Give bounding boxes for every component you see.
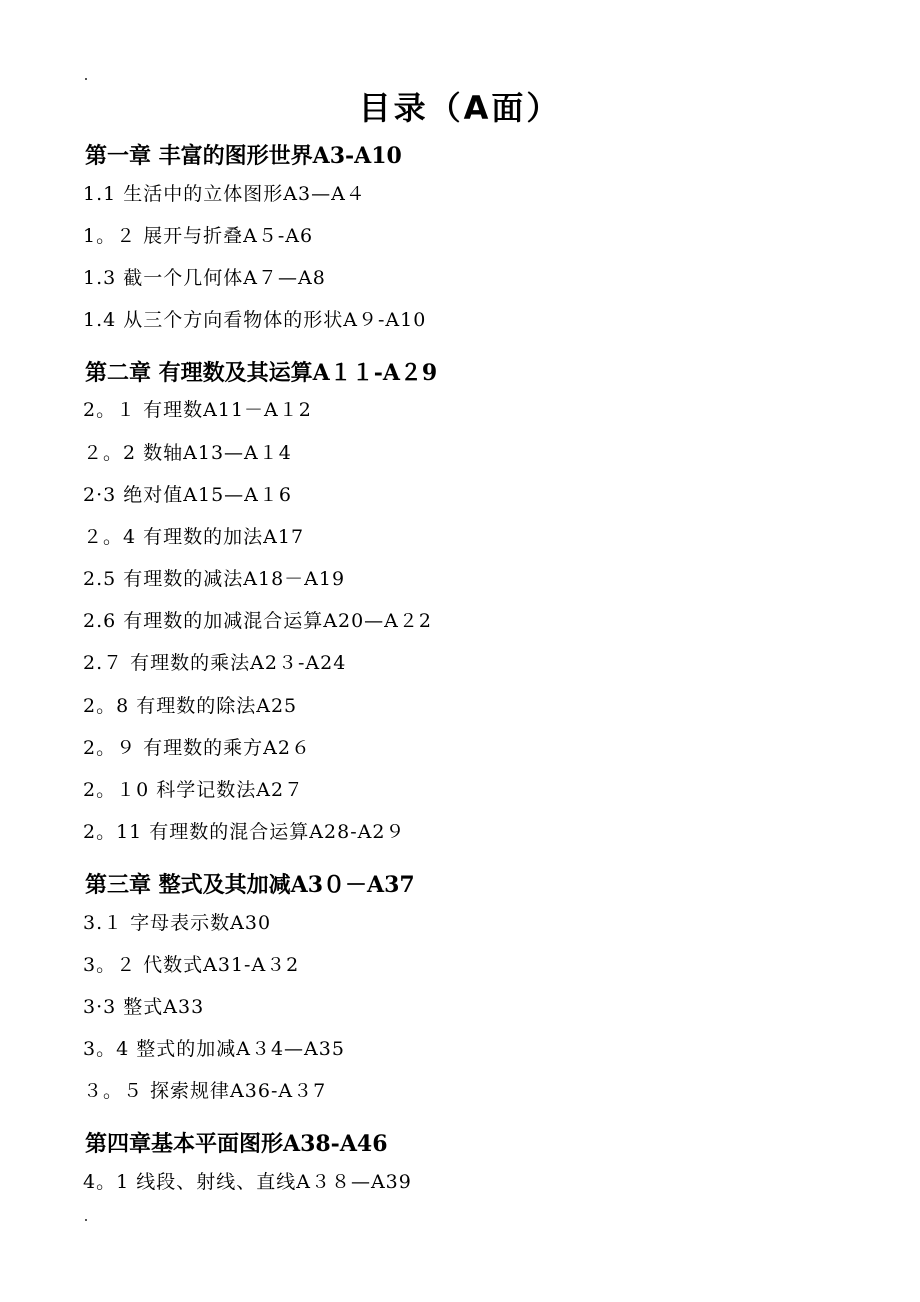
toc-entry: 4。1 线段、射线、直线A３８—A39: [83, 1171, 412, 1193]
toc-entry: 2。１ 有理数A11－A１2: [83, 399, 312, 421]
toc-entry: 1.1 生活中的立体图形A3—A４: [83, 183, 366, 205]
toc-entry: ３。５ 探索规律A36-A３7: [83, 1080, 327, 1102]
toc-entry: 1.4 从三个方向看物体的形状A９-A10: [83, 309, 427, 331]
chapter-2-heading: 第二章 有理数及其运算A１１-A２9: [85, 360, 438, 386]
toc-entry: 2·3 绝对值A15—A１6: [83, 484, 292, 506]
chapter-1-heading: 第一章 丰富的图形世界A3-A10: [85, 143, 402, 169]
toc-entry: ２。2 数轴A13—A１4: [83, 442, 292, 464]
toc-entry: 1。２ 展开与折叠A５-A6: [83, 225, 314, 247]
corner-mark-top: [85, 78, 87, 80]
toc-entry: 3。4 整式的加减A３4—A35: [83, 1038, 345, 1060]
toc-entry: 2.5 有理数的减法A18－A19: [83, 568, 346, 590]
toc-entry: 2.７ 有理数的乘法A2３-A24: [83, 652, 347, 674]
toc-entry: 2。8 有理数的除法A25: [83, 695, 298, 717]
chapter-3-heading: 第三章 整式及其加减A3０－A37: [85, 872, 415, 898]
toc-entry: ２。4 有理数的加法A17: [83, 526, 305, 548]
chapter-4-heading: 第四章基本平面图形A38-A46: [85, 1131, 388, 1157]
toc-entry: 1.3 截一个几何体A７—A8: [83, 267, 326, 289]
toc-entry: 3·3 整式A33: [83, 996, 205, 1018]
toc-title: 目录（A面）: [358, 89, 562, 127]
toc-entry: 2.6 有理数的加减混合运算A20—A２2: [83, 610, 432, 632]
toc-entry: 2。11 有理数的混合运算A28-A2９: [83, 821, 406, 843]
toc-entry: 2。９ 有理数的乘方A2６: [83, 737, 311, 759]
toc-entry: 3.１ 字母表示数A30: [83, 912, 272, 934]
corner-mark-bottom: [85, 1219, 87, 1221]
toc-entry: 2。１0 科学记数法A2７: [83, 779, 305, 801]
toc-entry: 3。２ 代数式A31-A３2: [83, 954, 300, 976]
